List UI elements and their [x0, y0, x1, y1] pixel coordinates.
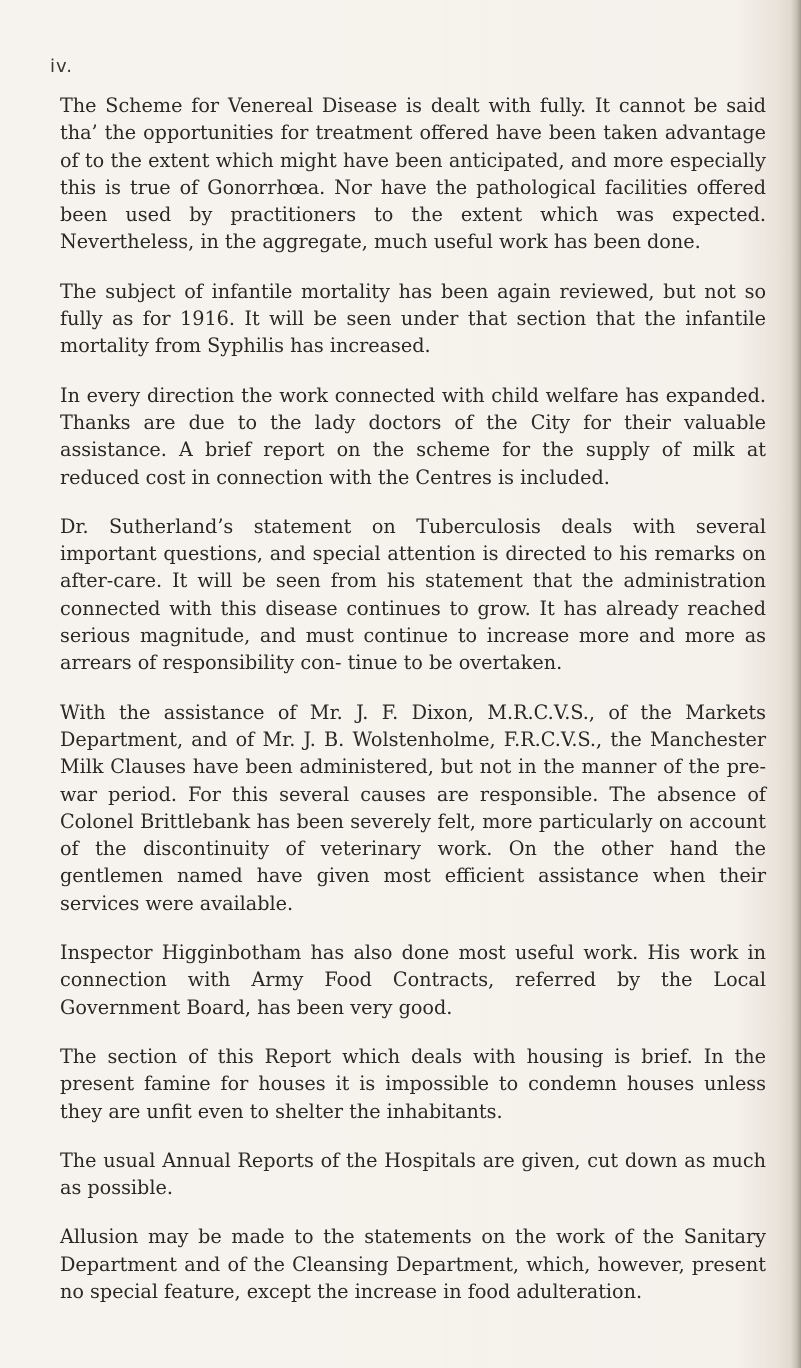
paragraph-child-welfare: In every direction the work connected with child welfare has expanded. Thanks are due to the lady doctors of the City for their valuable assistance. A brief report on the scheme for the supply of milk at reduced cost in connection with the Centres is included. [60, 383, 766, 489]
paragraph-milk-clauses: With the assistance of Mr. J. F. Dixon, M.R.C.V.S., of the Markets Department, and of Mr. J. B. Wolstenholme, F.R.C.V.S., the Manchester Milk Clauses have been administered, but not in the manner of the pre-war period. For this several causes are responsible. The absence of Colonel Brittlebank has been severely felt, more particularly on account of the discontinuity of veterinary work. On the other hand the gentlemen named have given most efficient assistance when their services were available. [60, 700, 766, 915]
paragraph-hospitals: The usual Annual Reports of the Hospitals are given, cut down as much as possible. [60, 1148, 766, 1200]
page-number: iv. [50, 56, 73, 77]
paragraph-infantile-mortality: The subject of infantile mortality has been again reviewed, but not so fully as for 1916. It will be seen under that section that the infantile mortality from Syphilis has increased. [60, 279, 766, 358]
body-text [60, 92, 766, 1327]
paragraph-sanitary-cleansing: Allusion may be made to the statements on the work of the Sanitary Department and of the Cleansing Department, which, however, present no special feature, except the increase in food adulteration. [60, 1225, 766, 1303]
paragraph-tuberculosis: Dr. Sutherland’s statement on Tuberculosis deals with several important questions, and special attention is directed to his remarks on after-care. It will be seen from his statement that the administration connected with this disease continues to grow. It has already reached serious magnitude, and must continue to increase more and more as arrears of responsibility con- tinue to be overtaken. [60, 514, 766, 675]
paragraph-venereal-disease: The Scheme for Venereal Disease is dealt with fully. It cannot be said tha’ the opportunities for treatment offered have been taken advantage of to the extent which might have been anticipated, and more especially this is true of Gonorrhœa. Nor have the pathological facilities offered been used by practitioners to the extent which was expected. Nevertheless, in the aggregate, much useful work has been done. [60, 94, 766, 254]
paragraph-housing: The section of this Report which deals with housing is brief. In the present famine for houses it is impossible to condemn houses unless they are unfit even to shelter the inhabitants. [60, 1044, 766, 1123]
page-edge-shadow [791, 0, 801, 1368]
paragraph-inspector-higginbotham: Inspector Higginbotham has also done most useful work. His work in connection with Army Food Contracts, referred by the Local Government Board, has been very good. [60, 941, 766, 1019]
